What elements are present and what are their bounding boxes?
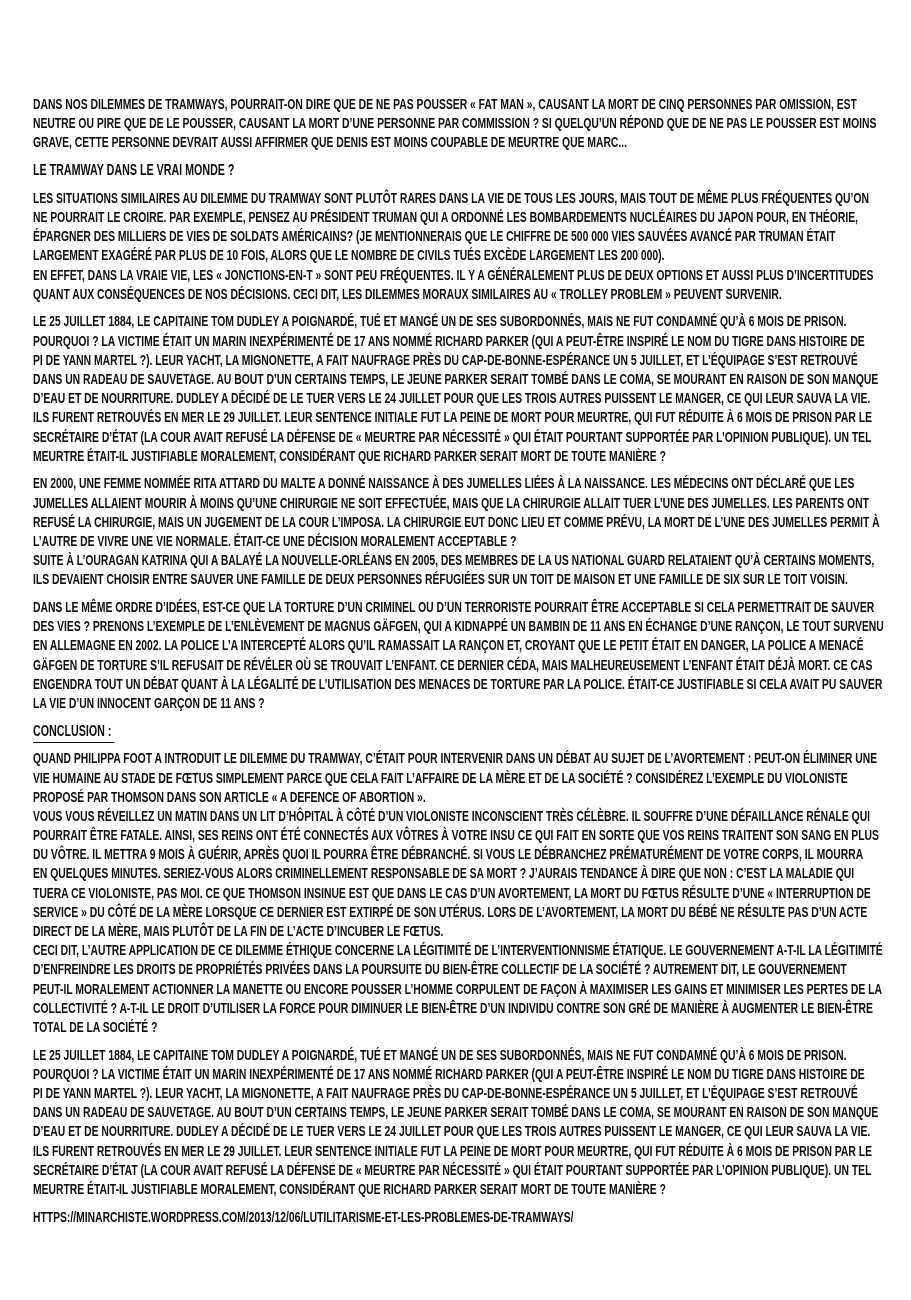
text-line: EN 2000, UNE FEMME NOMMÉE RITA ATTARD DU MALTE A DONNÉ NAISSANCE À DES JUMELLES LIÉES À LA NAISSANCE. LES MÉDECINS ONT DÉCLARÉ QUE LES: [33, 475, 855, 493]
text-line: LE 25 JUILLET 1884, LE CAPITAINE TOM DUDLEY A POIGNARDÉ, TUÉ ET MANGÉ UN DE SES SUBORDONNÉS, MAIS NE FUT CONDAMNÉ QU’À 6 MOIS DE PRISON.: [33, 1046, 847, 1064]
text-line: ENGENDRA TOUT UN DÉBAT QUANT À LA LÉGALITÉ DE L’UTILISATION DES MENACES DE TORTURE PAR LA POLICE. ÉTAIT-CE JUSTIFIABLE SI CELA AVAIT PU SAUVER: [33, 675, 883, 693]
jumelles-katrina-paragraph: [33, 474, 911, 589]
text-line: ILS DEVAIENT CHOISIR ENTRE SAUVER UNE FAMILLE DE DEUX PERSONNES RÉFUGIÉES SUR UN TOIT DE MAISON ET UNE FAMILLE DE SIX SUR LE TOIT VOISIN.: [33, 571, 848, 589]
text-line: GÄFGEN DE TORTURE S’IL REFUSAIT DE RÉVÉLER OÙ SE TROUVAIT L’ENFANT. CE DERNIER CÉDA, MAIS MALHEUREUSEMENT L’ENFANT ÉTAIT DÉJÀ MORT. CE CAS: [33, 656, 873, 674]
text-line: QUANT AUX CONSÉQUENCES DE NOS DÉCISIONS. CECI DIT, LES DILEMMES MORAUX SIMILAIRES AU « TROLLEY PROBLEM » PEUVENT SURVENIR.: [33, 285, 782, 303]
truman-paragraph: [33, 189, 911, 304]
text-line: PI DE YANN MARTEL ?). LEUR YACHT, LA MIGNONETTE, A FAIT NAUFRAGE PRÈS DU CAP-DE-BONNE-ESPÉRANCE UN 5 JUILLET, ET L’ÉQUIPAGE S’EST RETROUVÉ: [33, 1085, 858, 1102]
source-url[interactable]: [33, 1208, 911, 1227]
text-line: REFUSÉ LA CHIRURGIE, MAIS UN JUGEMENT DE LA COUR L’IMPOSA. LA CHIRURGIE EUT DONC LIEU ET COMME PRÉVU, LA MORT DE L’UNE DES JUMELLES PERMIT À: [33, 513, 880, 531]
text-line: POURRAIT ÊTRE FATALE. AINSI, SES REINS ONT ÉTÉ CONNECTÉS AUX VÔTRES À VOTRE INSU CE QUI FAIT EN SORTE QUE VOS REINS TRAITENT SON SANG EN PLUS: [33, 827, 879, 845]
text-line: NE POURRAIT LE CROIRE. PAR EXEMPLE, PENSEZ AU PRÉSIDENT TRUMAN QUI A ORDONNÉ LES BOMBARDEMENTS NUCLÉAIRES DU JAPON POUR, EN THÉORIE,: [33, 208, 859, 226]
text-line: TOTAL DE LA SOCIÉTÉ ?: [33, 1018, 158, 1036]
text-line: D’EAU ET DE NOURRITURE. DUDLEY A DÉCIDÉ DE LE TUER VERS LE 24 JUILLET POUR QUE LES TROIS AUTRES PUISSENT LE MANGER, CE QUI LEUR SAUVA LA VIE.: [33, 1123, 871, 1141]
text-line: CECI DIT, L’AUTRE APPLICATION DE CE DILEMME ÉTHIQUE CONCERNE LA LÉGITIMITÉ DE L’INTERVENTIONNISME ÉTATIQUE. LE GOUVERNEMENT A-T-IL LA LÉGITIMITÉ: [33, 942, 883, 960]
text-line: D’ENFREINDRE LES DROITS DE PROPRIÉTÉS PRIVÉES DANS LA POURSUITE DU BIEN-ÊTRE COLLECTIF DE LA SOCIÉTÉ ? AUTREMENT DIT, LE GOUVERNEMENT: [33, 961, 847, 979]
text-line: LE TRAMWAY DANS LE VRAI MONDE ?: [33, 162, 235, 180]
text-line: [33, 722, 639, 741]
text-line: POURQUOI ? LA VICTIME ÉTAIT UN MARIN INEXPÉRIMENTÉ DE 17 ANS NOMMÉ RICHARD PARKER (QUI A PEUT-ÊTRE INSPIRÉ LE NOM DU TIGRE DANS HISTOIRE DE: [33, 1065, 865, 1083]
text-line: MEURTRE ÉTAIT-IL JUSTIFIABLE MORALEMENT, CONSIDÉRANT QUE RICHARD PARKER SERAIT MORT DE TOUTE MANIÈRE ?: [33, 1180, 666, 1198]
text-line: LA VIE D’UN INNOCENT GARÇON DE 11 ANS ?: [33, 694, 265, 712]
underlined-heading-text: CONCLUSION :: [33, 722, 114, 743]
text-line: LE 25 JUILLET 1884, LE CAPITAINE TOM DUDLEY A POIGNARDÉ, TUÉ ET MANGÉ UN DE SES SUBORDONNÉS, MAIS NE FUT CONDAMNÉ QU’À 6 MOIS DE PRISON.: [33, 313, 847, 331]
text-line: SERVICE » DU CÔTÉ DE LA MÈRE LORSQUE CE DERNIER EST EXTIRPÉ DE SON UTÉRUS. LORS DE L’AVORTEMENT, LA MORT DU BÉBÉ NE RÉSULTE PAS D’UN ACTE: [33, 903, 868, 921]
text-line: SECRÉTAIRE D’ÉTAT (LA COUR AVAIT REFUSÉ LA DÉFENSE DE « MEURTRE PAR NÉCESSITÉ » QUI ÉTAIT POURTANT SUPPORTÉE PAR L’OPINION PUBLIQUE). UN TEL: [33, 1161, 872, 1179]
section-heading-vrai-monde: [33, 161, 911, 180]
text-line: JUMELLES ALLAIENT MOURIR À MOINS QU’UNE CHIRURGIE NE SOIT EFFECTUÉE, MAIS QUE LA CHIRURGIE ALLAIT TUER L’UNE DES JUMELLES. LES PARENTS ONT: [33, 494, 869, 512]
text-line: NEUTRE OU PIRE QUE DE LE POUSSER, CAUSANT LA MORT D’UNE PERSONNE PAR COMMISSION ? SI QUELQU’UN RÉPOND QUE DE NE PAS LE POUSSER EST MOINS: [33, 115, 877, 133]
text-line: QUAND PHILIPPA FOOT A INTRODUIT LE DILEMME DU TRAMWAY, C’ÉTAIT POUR INTERVENIR DANS UN DÉBAT AU SUJET DE L’AVORTEMENT : PEUT-ON ÉLIMINER UNE: [33, 750, 878, 768]
text-line: EN EFFET, DANS LA VRAIE VIE, LES « JONCTIONS-EN-T » SONT PEU FRÉQUENTES. IL Y A GÉNÉRALEMENT PLUS DE DEUX OPTIONS ET AUSSI PLUS D’INCERTITUDES: [33, 266, 874, 284]
text-line: DANS UN RADEAU DE SAUVETAGE. AU BOUT D’UN CERTAINS TEMPS, LE JEUNE PARKER SERAIT TOMBÉ DANS LE COMA, SE MOURANT EN RAISON DE SON MANQUE: [33, 370, 879, 388]
text-line: DU VÔTRE. IL METTRA 9 MOIS À GUÉRIR, APRÈS QUOI IL POURRA ÊTRE DÉBRANCHÉ. SI VOUS LE DÉBRANCHEZ PRÉMATURÉMENT DE VOTRE CORPS, IL MOURRA: [33, 846, 864, 864]
text-line: SECRÉTAIRE D’ÉTAT (LA COUR AVAIT REFUSÉ LA DÉFENSE DE « MEURTRE PAR NÉCESSITÉ » QUI ÉTAIT POURTANT SUPPORTÉE PAR L’OPINION PUBLIQUE). UN TEL: [33, 428, 872, 446]
text-line: VOUS VOUS RÉVEILLEZ UN MATIN DANS UN LIT D’HÔPITAL À CÔTÉ D’UN VIOLONISTE INCONSCIENT TRÈS CÉLÈBRE. IL SOUFFRE D’UNE DÉFAILLANCE RÉNALE QUI: [33, 807, 871, 825]
section-heading-conclusion: [33, 722, 911, 741]
text-line: DANS NOS DILEMMES DE TRAMWAYS, POURRAIT-ON DIRE QUE DE NE PAS POUSSER « FAT MAN », CAUSANT LA MORT DE CINQ PERSONNES PAR OMISSION, EST: [33, 96, 857, 113]
text-line: D’EAU ET DE NOURRITURE. DUDLEY A DÉCIDÉ DE LE TUER VERS LE 24 JUILLET POUR QUE LES TROIS AUTRES PUISSENT LE MANGER, CE QUI LEUR SAUVA LA VIE.: [33, 390, 871, 408]
text-line: ILS FURENT RETROUVÉS EN MER LE 29 JUILLET. LEUR SENTENCE INITIALE FUT LA PEINE DE MORT POUR MEURTRE, QUI FUT RÉDUITE À 6 MOIS DE PRISON PAR LE: [33, 409, 872, 427]
conclusion-paragraph: [33, 749, 911, 1037]
text-line: L’AUTRE DE VIVRE UNE VIE NORMALE. ÉTAIT-CE UNE DÉCISION MORALEMENT ACCEPTABLE ?: [33, 532, 517, 550]
text-line: POURQUOI ? LA VICTIME ÉTAIT UN MARIN INEXPÉRIMENTÉ DE 17 ANS NOMMÉ RICHARD PARKER (QUI A PEUT-ÊTRE INSPIRÉ LE NOM DU TIGRE DANS HISTOIRE DE: [33, 332, 865, 350]
text-line: GRAVE, CETTE PERSONNE DEVRAIT AUSSI AFFIRMER QUE DENIS EST MOINS COUPABLE DE MEURTRE QUE MARC...: [33, 134, 628, 152]
text-line: EN QUELQUES MINUTES. SERIEZ-VOUS ALORS CRIMINELLEMENT RESPONSABLE DE SA MORT ? J’AURAIS TENDANCE À DIRE QUE NON : C’EST LA MALADIE QUI: [33, 865, 855, 883]
text-line: LES SITUATIONS SIMILAIRES AU DILEMME DU TRAMWAY SONT PLUTÔT RARES DANS LA VIE DE TOUS LES JOURS, MAIS TOUT DE MÊME PLUS FRÉQUENTES QU’ON: [33, 189, 869, 207]
dudley-paragraph: [33, 312, 911, 466]
dudley-paragraph-repeat: [33, 1046, 911, 1200]
text-line: PI DE YANN MARTEL ?). LEUR YACHT, LA MIGNONETTE, A FAIT NAUFRAGE PRÈS DU CAP-DE-BONNE-ESPÉRANCE UN 5 JUILLET, ET L’ÉQUIPAGE S’EST RETROUVÉ: [33, 351, 858, 369]
text-line: MEURTRE ÉTAIT-IL JUSTIFIABLE MORALEMENT, CONSIDÉRANT QUE RICHARD PARKER SERAIT MORT DE TOUTE MANIÈRE ?: [33, 447, 666, 465]
intro-paragraph: [33, 95, 911, 153]
text-line: TUERA CE VIOLONISTE, PAS MOI. CE QUE THOMSON INSINUE EST QUE DANS LE CAS D’UN AVORTEMENT, LA MORT DU FŒTUS RÉSULTE D’UNE « INTERRUPTION DE: [33, 884, 871, 902]
text-line: DANS UN RADEAU DE SAUVETAGE. AU BOUT D’UN CERTAINS TEMPS, LE JEUNE PARKER SERAIT TOMBÉ DANS LE COMA, SE MOURANT EN RAISON DE SON MANQUE: [33, 1104, 879, 1122]
text-line: LARGEMENT EXAGÉRÉ PAR PLUS DE 10 FOIS, ALORS QUE LE NOMBRE DE CIVILS TUÉS EXCÈDE LARGEMENT LES 200 000).: [33, 247, 665, 265]
text-line: DES VIES ? PRENONS L’EXEMPLE DE L’ENLÈVEMENT DE MAGNUS GÄFGEN, QUI A KIDNAPPÉ UN BAMBIN DE 11 ANS EN ÉCHANGE D’UNE RANÇON, LE TOUT SURVENU: [33, 618, 884, 636]
text-line[interactable]: HTTPS://MINARCHISTE.WORDPRESS.COM/2013/12/06/LUTILITARISME-ET-LES-PROBLEMES-DE-TRAMWAYS/: [33, 1208, 574, 1226]
text-line: ILS FURENT RETROUVÉS EN MER LE 29 JUILLET. LEUR SENTENCE INITIALE FUT LA PEINE DE MORT POUR MEURTRE, QUI FUT RÉDUITE À 6 MOIS DE PRISON PAR LE: [33, 1142, 872, 1160]
torture-paragraph: [33, 598, 911, 713]
text-line: VIE HUMAINE AU STADE DE FŒTUS SIMPLEMENT PARCE QUE CELA FAIT L’AFFAIRE DE LA MÈRE ET DE LA SOCIÉTÉ ? CONSIDÉREZ L’EXEMPLE DU VIOLONISTE: [33, 769, 848, 787]
text-line: PEUT-IL MORALEMENT ACTIONNER LA MANETTE OU ENCORE POUSSER L’HOMME CORPULENT DE FAÇON À MAXIMISER LES GAINS ET MINIMISER LES PERTES DE LA: [33, 980, 882, 998]
text-line: DIRECT DE LA MÈRE, MAIS PLUTÔT DE LA FIN DE L’ACTE D’INCUBER LE FŒTUS.: [33, 923, 444, 940]
text-line: ÉPARGNER DES MILLIERS DE VIES DE SOLDATS AMÉRICAINS? (JE MENTIONNERAIS QUE LE CHIFFRE DE 500 000 VIES SAUVÉES AVANCÉ PAR TRUMAN ÉTAIT: [33, 228, 836, 246]
text-line: COLLECTIVITÉ ? A-T-IL LE DROIT D’UTILISER LA FORCE POUR DIMINUER LE BIEN-ÊTRE D’UN INDIVIDU CONTRE SON GRÉ DE MANIÈRE À AUGMENTER LE BIEN-ÊTRE: [33, 999, 873, 1017]
text-line: PROPOSÉ PAR THOMSON DANS SON ARTICLE « A DEFENCE OF ABORTION ».: [33, 788, 426, 806]
text-line: EN ALLEMAGNE EN 2002. LA POLICE L’A INTERCEPTÉ ALORS QU’IL RAMASSAIT LA RANÇON ET, CROYANT QUE LE PETIT ÉTAIT EN DANGER, LA POLICE A MENACÉ: [33, 637, 864, 655]
text-line: SUITE À L’OURAGAN KATRINA QUI A BALAYÉ LA NOUVELLE-ORLÉANS EN 2005, DES MEMBRES DE LA US NATIONAL GUARD RELATAIENT QU’À CERTAINS MOMENTS,: [33, 552, 875, 570]
text-line: DANS LE MÊME ORDRE D’IDÉES, EST-CE QUE LA TORTURE D’UN CRIMINEL OU D’UN TERRORISTE POURRAIT ÊTRE ACCEPTABLE SI CELA PERMETTRAIT DE SAUVER: [33, 599, 875, 616]
